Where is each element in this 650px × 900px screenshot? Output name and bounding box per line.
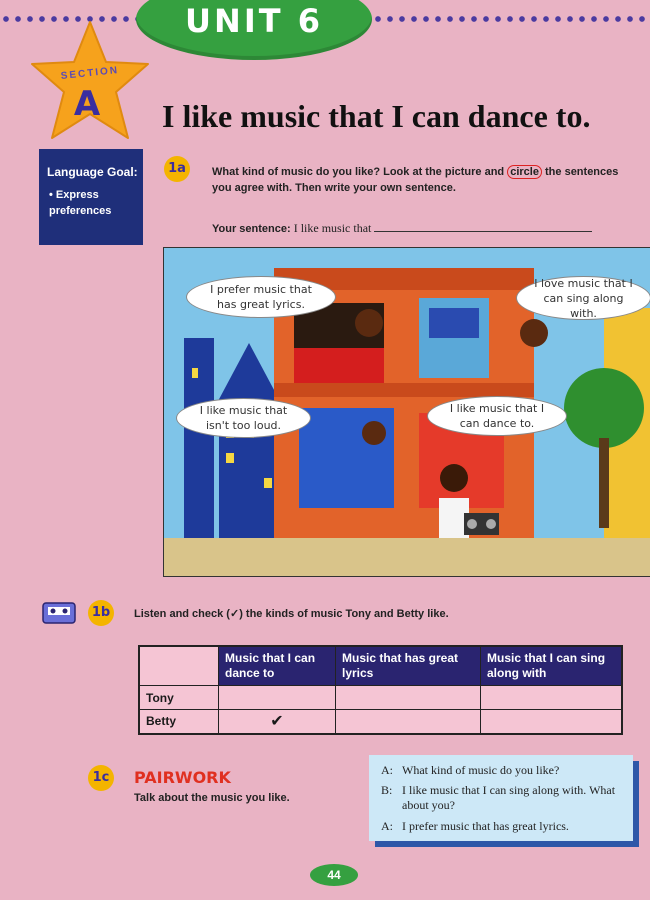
speech-bubble-lyrics: I prefer music that has great lyrics. — [186, 276, 336, 318]
row-name-tony: Tony — [139, 686, 219, 710]
dialog-speaker: A: — [381, 819, 393, 833]
pairwork-dialog-box — [369, 755, 633, 841]
your-sentence-stem: I like music that — [293, 221, 372, 235]
pairwork-title: PAIRWORK — [134, 768, 231, 787]
check-cell[interactable] — [336, 710, 481, 734]
check-cell[interactable] — [481, 710, 623, 734]
col-header-dance: Music that I can dance to — [219, 646, 336, 686]
instr-1a-part2: the sentences you agree with. Then write your own sentence. — [212, 166, 619, 194]
check-cell[interactable] — [336, 686, 481, 710]
unit-title: UNIT 6 — [185, 2, 323, 40]
instr-1a-part1: What kind of music do you like? Look at the picture and — [212, 166, 505, 178]
section-label: SECTION — [60, 64, 120, 83]
dialog-line-1 — [381, 763, 625, 778]
speech-bubble-dance: I like music that I can dance to. — [427, 396, 567, 436]
dialog-line-3 — [381, 819, 625, 834]
exercise-1c-badge: 1c — [88, 765, 114, 791]
exercise-1b-badge: 1b — [88, 600, 114, 626]
check-cell[interactable] — [219, 686, 336, 710]
goal-title: Language Goal: — [47, 165, 138, 179]
goal-bullet: • Express preferences — [49, 189, 112, 217]
music-preferences-table — [138, 645, 623, 735]
dialog-text: What kind of music do you like? — [402, 763, 560, 777]
table-row — [139, 686, 622, 710]
your-sentence-line — [212, 220, 642, 237]
col-header-sing-along: Music that I can sing along with — [481, 646, 623, 686]
top-dots-right — [372, 14, 650, 24]
table-header-row — [139, 646, 622, 686]
section-letter: A — [73, 84, 101, 124]
music-scene-illustration — [163, 247, 650, 577]
table-corner — [139, 646, 219, 686]
table-row — [139, 710, 622, 734]
your-sentence-blank[interactable] — [374, 221, 592, 232]
row-name-betty: Betty — [139, 710, 219, 734]
dialog-line-2 — [381, 783, 625, 813]
circle-word: circle — [507, 165, 542, 179]
cassette-icon — [42, 602, 76, 624]
check-cell[interactable]: ✔ — [219, 710, 336, 734]
unit-banner — [136, 0, 372, 60]
check-cell[interactable] — [481, 686, 623, 710]
dialog-text: I prefer music that has great lyrics. — [402, 819, 569, 833]
exercise-1a-instructions — [212, 164, 632, 196]
page-number: 44 — [310, 864, 358, 886]
page-title: I like music that I can dance to. — [162, 98, 591, 134]
exercise-1b-instructions: Listen and check (✓) the kinds of music Tony and Betty like. — [134, 608, 449, 620]
pairwork-instructions: Talk about the music you like. — [134, 792, 290, 804]
col-header-lyrics: Music that has great lyrics — [336, 646, 481, 686]
speech-bubble-sing-along: I love music that I can sing along with. — [516, 276, 650, 320]
speech-bubble-not-loud: I like music that isn't too loud. — [176, 398, 311, 438]
your-sentence-label: Your sentence: — [212, 223, 291, 235]
dialog-speaker: B: — [381, 783, 393, 797]
language-goal-box — [39, 149, 143, 245]
dialog-speaker: A: — [381, 763, 393, 777]
exercise-1a-badge: 1a — [164, 156, 190, 182]
dialog-text: I like music that I can sing along with. What about you? — [402, 783, 616, 812]
